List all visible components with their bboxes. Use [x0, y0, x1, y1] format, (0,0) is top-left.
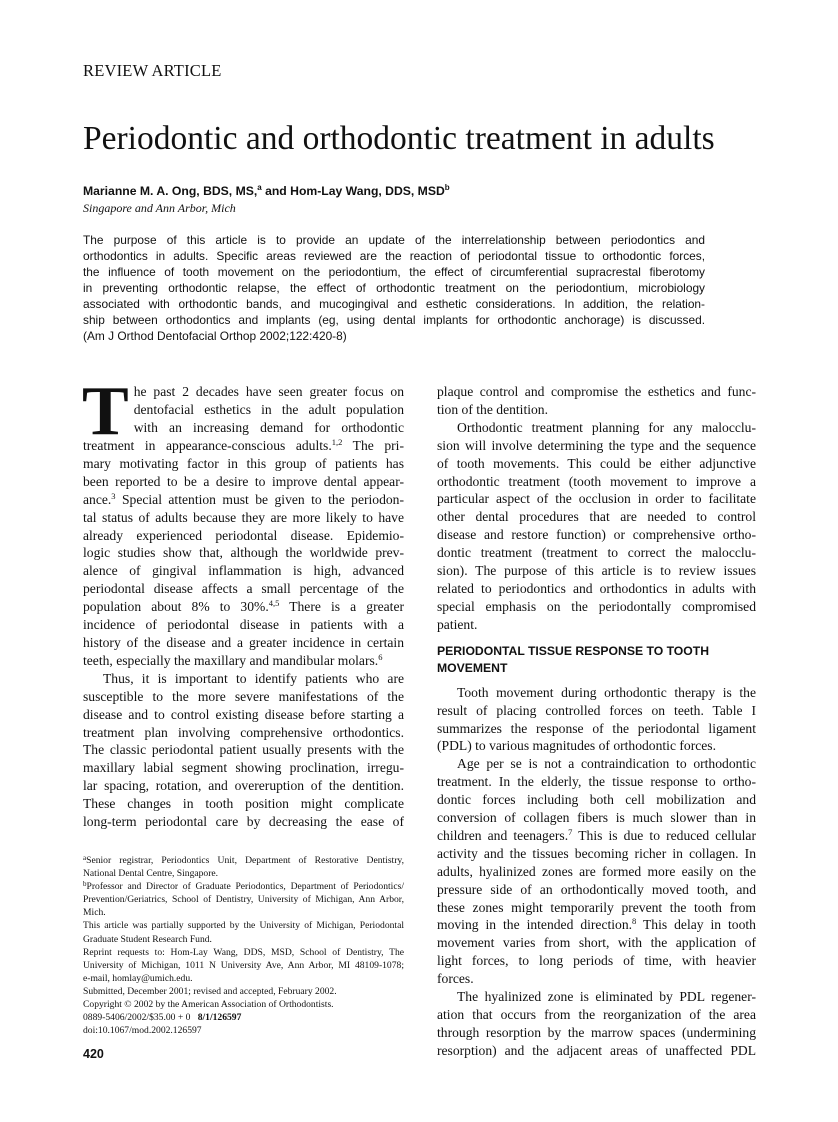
paragraph: [437, 988, 756, 1060]
paragraph: [83, 670, 404, 831]
footnote-line: University of Michigan, 1011 N University Ave, Ann Arbor, MI 48109-1078;: [83, 959, 404, 971]
text-line: long-term periodontal care by decreasing the ease of: [83, 814, 404, 830]
text-line: incidence of periodontal disease in patients with a: [83, 617, 404, 633]
text-line: other dental procedures that are needed to control: [437, 509, 756, 525]
footnote-line: Prevention/Geriatrics, School of Dentistry, University of Michigan, Ann Arbor,: [83, 894, 404, 906]
text-line: of tooth movements. This could be either adjunctive: [437, 455, 756, 471]
text-line: with an increasing demand for orthodontic: [133, 419, 404, 435]
text-line: Tooth movement during orthodontic therapy is the: [457, 684, 756, 700]
abstract: [83, 232, 705, 344]
author-1: Marianne M. A. Ong, BDS, MS,: [83, 184, 258, 199]
text-line: pressure side of an orthodontically moved tooth, and: [437, 881, 756, 897]
text-line: children and teenagers.$^7$ This is due to reduced cellular: [437, 826, 756, 843]
section-heading: PERIODONTAL TISSUE RESPONSE TO TOOTH MOVEMENT: [437, 643, 709, 676]
abstract-line: orthodontics in adults. Specific areas reviewed are the reaction of periodontal tissue to orthodontic forces,: [83, 249, 705, 263]
paragraph: [437, 684, 756, 756]
author-joiner: and: [261, 184, 291, 199]
text-line: he past 2 decades have seen greater focus on: [133, 384, 404, 399]
text-line: history of the disease and a greater incidence in certain: [83, 634, 404, 650]
text-line: treatment plan involving comprehensive orthodontics.: [83, 724, 404, 740]
page-number: 420: [83, 1047, 104, 1061]
paragraph: [437, 383, 756, 419]
text-line: plaque control and compromise the esthetics and func-: [437, 384, 756, 399]
citation-ref: 8: [632, 916, 637, 927]
author-1-affiliation-mark: a: [257, 183, 262, 192]
body-column-right: [437, 383, 756, 1060]
intro-paragraph: [82, 373, 405, 670]
paragraph: [437, 419, 756, 634]
author-line: [83, 183, 450, 198]
citation-ref: 3: [111, 490, 116, 501]
text-line: adults, hyalinized zones are formed more easily on the: [437, 863, 756, 879]
text-line: maxillary labial segment showing proclination, irregu-: [83, 760, 404, 776]
section-label: REVIEW ARTICLE: [83, 61, 222, 80]
footnote-submitted: Submitted, December 2001; revised and accepted, February 2002.: [83, 985, 337, 997]
text-line: disease and restore function) or comprehensive ortho-: [437, 527, 756, 543]
footnote-mark: b: [83, 880, 87, 889]
text-line: periodontal disease affects a small percentage of the: [83, 581, 404, 597]
text-line: particular aspect of the occlusion in order to facilitate: [437, 491, 756, 507]
text-line: movement varies from short, with the application of: [437, 935, 756, 951]
abstract-line: the influence of tooth movement on the periodontium, the effect of circumferential supracrestal fiberotomy: [83, 265, 705, 279]
text-line: Orthodontic treatment planning for any malocclu-: [457, 419, 756, 435]
citation-ref: 4,5: [268, 598, 280, 609]
text-line: The hyalinized zone is eliminated by PDL regener-: [457, 989, 756, 1005]
text-line: (PDL) to various magnitudes of orthodontic forces.: [437, 738, 716, 754]
citation-ref: 7: [568, 826, 573, 837]
paragraph: [437, 755, 756, 988]
text-line: dontic treatment (treatment to correct the malocclu-: [437, 545, 756, 561]
abstract-line: ship between orthodontics and implants (eg, using dental implants for orthodontic anchorage) is discussed.: [83, 313, 705, 327]
text-line: Age per se is not a contraindication to orthodontic: [457, 756, 756, 772]
abstract-line: in preventing orthodontic relapse, the effect of orthodontic treatment on the periodontium, microbiology: [83, 281, 705, 295]
text-line: These changes in tooth position might complicate: [83, 796, 404, 812]
text-line: teeth, especially the maxillary and mandibular molars.$^6$: [83, 651, 383, 668]
text-line: activity and the tissues becoming richer in collagen. In: [437, 845, 756, 861]
text-line: sion). The purpose of this article is to review issues: [437, 563, 756, 579]
text-line: tion of the dentition.: [437, 401, 549, 417]
dropcap-letter: T: [82, 373, 129, 450]
text-line: summarizes the response of the periodontal ligament: [437, 720, 756, 736]
author-location: Singapore and Ann Arbor, Mich: [83, 201, 236, 215]
text-line: been reported to be a desire to improve dental appear-: [83, 473, 404, 489]
footnote-issn: 0889-5406/2002/$35.00 + 0 8/1/126597: [83, 1012, 242, 1024]
footnote-line: This article was partially supported by the University of Michigan, Periodontal: [83, 920, 404, 932]
text-line: alence of gingival inflammation is high, advanced: [83, 563, 404, 579]
text-line: disease and to control existing disease before starting a: [83, 706, 404, 722]
footnote-copyright: Copyright © 2002 by the American Association of Orthodontists.: [83, 999, 334, 1011]
text-line: conversion of collagen fibers is much slower than in: [437, 810, 756, 826]
text-line: resorption) and the adjacent areas of unaffected PDL: [437, 1042, 756, 1058]
text-line: already experienced periodontal disease. Epidemio-: [83, 527, 404, 543]
text-line: related to periodontics and orthodontics in adults with: [437, 580, 756, 596]
text-line: lar spacing, rotation, and overeruption of the dentition.: [83, 778, 404, 794]
text-line: population about 8% to 30%.$^{4,5}$ There is a greater: [83, 598, 405, 615]
footnote-line: National Dental Centre, Singapore.: [83, 868, 219, 880]
text-line: sion will involve determining the type and the sequence: [437, 437, 756, 453]
text-line: dentofacial esthetics in the adult population: [133, 401, 404, 417]
text-line: forces.: [437, 971, 474, 987]
text-line: special emphasis on the periodontally compromised: [437, 598, 756, 614]
text-line: dontic forces including both cell mobilization and: [437, 792, 756, 808]
text-line: moving in the intended direction.$^8$ This delay in tooth: [437, 916, 756, 933]
abstract-citation: (Am J Orthod Dentofacial Orthop 2002;122:420-8): [83, 329, 347, 343]
text-line: through resorption by the marrow spaces (undermining: [437, 1024, 756, 1040]
abstract-line: The purpose of this article is to provide an update of the interrelationship between periodontics and: [83, 233, 705, 247]
footnotes: [83, 854, 404, 1037]
footnote-line: Reprint requests to: Hom-Lay Wang, DDS, MSD, School of Dentistry, The: [83, 946, 404, 958]
text-line: logic studies show that, although the worldwide prev-: [83, 545, 404, 561]
footnote-mark: a: [83, 854, 87, 862]
footnote-line: $^b$Professor and Director of Graduate Periodontics, Department of Periodontics/: [83, 880, 404, 893]
text-line: susceptible to the more severe manifestations of the: [83, 688, 404, 704]
article-title: Periodontic and orthodontic treatment in adults: [83, 120, 715, 157]
footnote-line: Graduate Student Research Fund.: [83, 933, 212, 945]
footnote-line: $^a$Senior registrar, Periodontics Unit, Department of Restorative Dentistry,: [83, 854, 404, 866]
author-2: Hom-Lay Wang, DDS, MSD: [290, 184, 445, 199]
text-line: result of placing controlled forces on teeth. Table I: [437, 702, 756, 718]
text-line: The classic periodontal patient usually presents with the: [83, 742, 404, 758]
text-line: patient.: [437, 616, 478, 632]
text-line: treatment. In the elderly, the tissue response to ortho-: [437, 774, 756, 790]
citation-ref: 1,2: [331, 437, 343, 447]
footnote-line: Mich.: [83, 907, 106, 919]
text-line: orthodontic treatment (tooth movement to improve a: [437, 473, 756, 489]
text-line: light forces, to long periods of time, with heavier: [437, 953, 756, 969]
text-line: tal status of adults because they are more likely to have: [83, 509, 404, 525]
text-line: ation that occurs from the reorganization of the area: [437, 1007, 756, 1022]
author-2-affiliation-mark: b: [444, 183, 450, 192]
text-line: treatment in appearance-conscious adults.$^{1,2}$ The pri-: [83, 437, 404, 453]
footnote-email[interactable]: e-mail, homlay@umich.edu.: [83, 972, 193, 984]
footnote-doi[interactable]: doi:10.1067/mod.2002.126597: [83, 1025, 202, 1037]
text-line: mary motivating factor in this group of patients has: [83, 455, 404, 471]
text-line: Thus, it is important to identify patients who are: [103, 670, 404, 686]
text-line: ance.$^3$ Special attention must be given to the periodon-: [83, 490, 404, 507]
text-line: these zones might temporarily prevent the tooth from: [437, 899, 756, 915]
body-column-left: [82, 373, 405, 831]
issn-code: 8/1/126597: [197, 1012, 242, 1024]
abstract-line: associated with orthodontic bands, and mucogingival and esthetic considerations. In addition, the relation-: [83, 297, 705, 311]
citation-ref: 6: [378, 651, 383, 662]
